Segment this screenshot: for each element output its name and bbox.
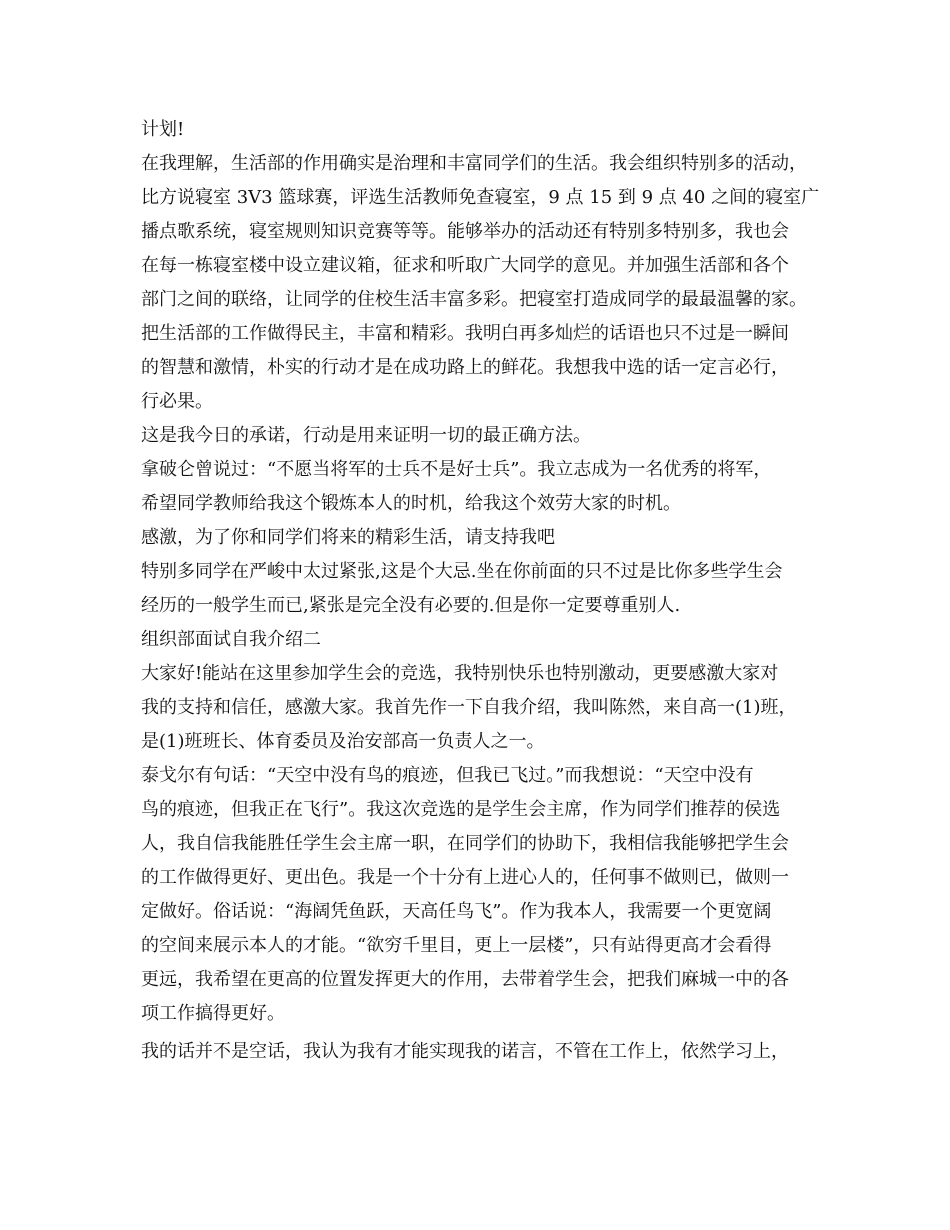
text-line: 把生活部的工作做得民主，丰富和精彩。我明白再多灿烂的话语也只不过是一瞬间	[141, 323, 789, 344]
text-line: 经历的一般学生而已,紧张是完全没有必要的.但是你一定要尊重别人.	[141, 595, 681, 616]
text-line: 泰戈尔有句话：“天空中没有鸟的痕迹，但我已飞过。”而我想说：“天空中没有	[141, 765, 754, 786]
text-line: 项工作搞得更好。	[141, 1003, 285, 1024]
text-line: 这是我今日的承诺，行动是用来证明一切的最正确方法。	[141, 425, 591, 446]
section-heading: 组织部面试自我介绍二	[141, 629, 321, 650]
text-line: 特别多同学在严峻中太过紧张,这是个大忌.坐在你前面的只不过是比你多些学生会	[141, 561, 783, 582]
text-line: 希望同学教师给我这个锻炼本人的时机，给我这个效劳大家的时机。	[141, 493, 681, 514]
text-line: 播点歌系统，寝室规则知识竞赛等等。能够举办的活动还有特别多特别多，我也会	[141, 221, 789, 242]
text-line: 的智慧和激情，朴实的行动才是在成功路上的鲜花。我想我中选的话一定言必行，	[141, 357, 789, 378]
text-line: 比方说寝室 3V3 篮球赛，评选生活教师免查寝室，9 点 15 到 9 点 40 之间的寝室广	[141, 187, 820, 208]
text-line: 计划!	[141, 119, 185, 140]
text-line: 我的话并不是空话，我认为我有才能实现我的诺言，不管在工作上，依然学习上，	[141, 1041, 789, 1062]
text-line: 部门之间的联络，让同学的住校生活丰富多彩。把寝室打造成同学的最最温馨的家。	[141, 289, 807, 310]
text-line: 是(1)班班长、体育委员及治安部高一负责人之一。	[141, 731, 545, 752]
text-line: 鸟的痕迹，但我正在飞行”。我这次竞选的是学生会主席，作为同学们推荐的侯选	[141, 799, 781, 820]
text-line: 更远，我希望在更高的位置发挥更大的作用，去带着学生会，把我们麻城一中的各	[141, 969, 789, 990]
text-line: 在每一栋寝室楼中设立建议箱，征求和听取广大同学的意见。并加强生活部和各个	[141, 255, 789, 276]
text-line: 的工作做得更好、更出色。我是一个十分有上进心人的，任何事不做则已，做则一	[141, 867, 789, 888]
text-line: 行必果。	[141, 391, 213, 412]
text-line: 感激，为了你和同学们将来的精彩生活，请支持我吧	[141, 527, 555, 548]
document-body	[141, 113, 841, 1069]
text-line: 大家好!能站在这里参加学生会的竞选，我特别快乐也特别激动，更要感激大家对	[141, 663, 779, 684]
text-line: 在我理解，生活部的作用确实是治理和丰富同学们的生活。我会组织特别多的活动，	[141, 153, 807, 174]
text-line: 我的支持和信任，感激大家。我首先作一下自我介绍，我叫陈然，来自高一(1)班，	[141, 697, 797, 718]
text-line: 拿破仑曾说过：“不愿当将军的士兵不是好士兵”。我立志成为一名优秀的将军，	[141, 459, 772, 480]
text-line: 定做好。俗话说：“海阔凭鱼跃，天高任鸟飞”。作为我本人，我需要一个更宽阔	[141, 901, 772, 922]
text-line: 人，我自信我能胜任学生会主席一职，在同学们的协助下，我相信我能够把学生会	[141, 833, 789, 854]
text-line: 的空间来展示本人的才能。“欲穷千里目，更上一层楼”，只有站得更高才会看得	[141, 935, 772, 956]
